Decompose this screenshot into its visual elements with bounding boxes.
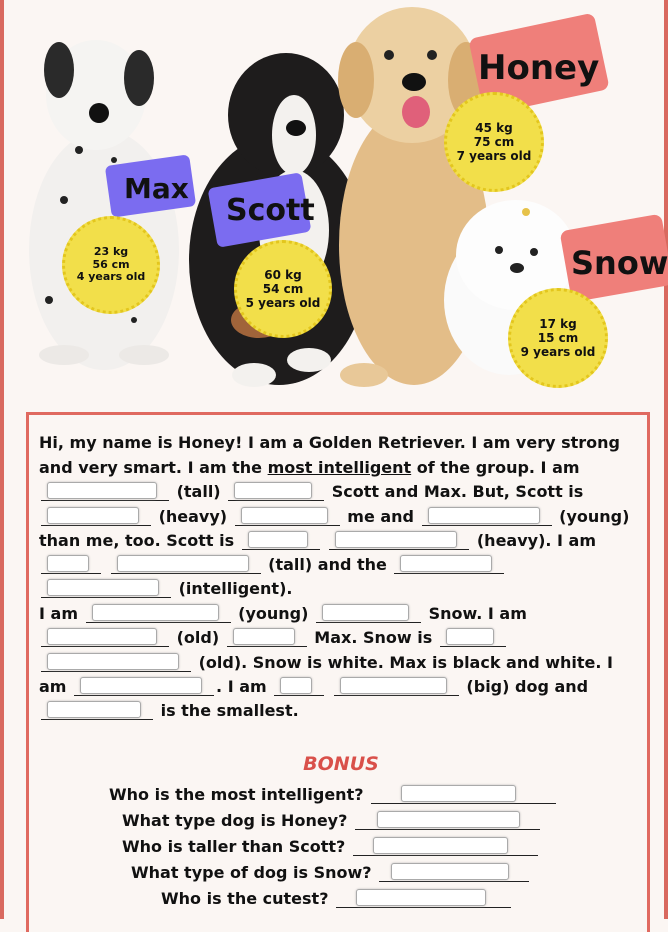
worksheet-card: [26, 412, 650, 932]
text-line-6: (tall) and the: [39, 555, 506, 574]
snow-age: 9 years old: [520, 345, 596, 360]
scott-weight: 60 kg: [264, 267, 302, 282]
text-line-9: (old) Max. Snow is: [39, 628, 508, 647]
answer-blank[interactable]: [74, 677, 214, 696]
answer-blank[interactable]: [41, 482, 169, 501]
text-line-8: I am (young) Snow. I am: [39, 604, 527, 623]
honey-weight: 45 kg: [475, 120, 513, 135]
text-line-3: (tall) Scott and Max. But, Scott is: [39, 482, 583, 501]
bonus-question-4: What type of dog is Snow?: [131, 863, 531, 882]
max-height: 56 cm: [92, 257, 130, 271]
answer-blank[interactable]: [440, 628, 506, 647]
answer-blank[interactable]: [41, 579, 171, 598]
max-age: 4 years old: [76, 270, 146, 284]
honey-age: 7 years old: [456, 149, 532, 164]
scott-name-label: Scott: [226, 193, 315, 228]
scott-age: 5 years old: [245, 296, 321, 311]
max-weight: 23 kg: [93, 244, 129, 258]
answer-blank[interactable]: [111, 555, 261, 574]
bonus-title: BONUS: [303, 753, 379, 775]
honey-stats-seal: [444, 92, 544, 192]
scott-height: 54 cm: [262, 281, 304, 296]
max-stats-seal: [62, 216, 160, 314]
text-line-4: (heavy) me and (young): [39, 507, 629, 526]
answer-blank[interactable]: [353, 837, 538, 856]
answer-blank[interactable]: [228, 482, 324, 501]
answer-blank[interactable]: [235, 507, 340, 526]
snow-name-label: Snow: [571, 244, 668, 282]
text-line-5: than me, too. Scott is (heavy). I am: [39, 531, 597, 550]
bonus-question-3: Who is taller than Scott?: [122, 837, 540, 856]
answer-blank[interactable]: [41, 555, 101, 574]
bonus-question-2: What type dog is Honey?: [122, 811, 542, 830]
answer-blank[interactable]: [274, 677, 324, 696]
answer-blank[interactable]: [422, 507, 552, 526]
answer-blank[interactable]: [242, 531, 320, 550]
honey-height: 75 cm: [473, 134, 515, 149]
answer-blank[interactable]: [329, 531, 469, 550]
scott-stats-seal: [234, 240, 332, 338]
bonus-question-5: Who is the cutest?: [161, 889, 513, 908]
answer-blank[interactable]: [371, 785, 556, 804]
answer-blank[interactable]: [355, 811, 540, 830]
text-line-1: Hi, my name is Honey! I am a Golden Retriever. I am very strong: [39, 433, 620, 452]
snow-height: 15 cm: [537, 330, 579, 345]
answer-blank[interactable]: [227, 628, 307, 647]
answer-blank[interactable]: [41, 701, 153, 720]
answer-blank[interactable]: [41, 628, 169, 647]
snow-weight: 17 kg: [539, 316, 577, 331]
answer-blank[interactable]: [316, 604, 421, 623]
text-line-12: is the smallest.: [39, 701, 299, 720]
text-line-10: (old). Snow is white. Max is black and white. I: [39, 653, 613, 672]
answer-blank[interactable]: [394, 555, 504, 574]
answer-blank[interactable]: [334, 677, 459, 696]
answer-blank[interactable]: [41, 507, 151, 526]
answer-blank[interactable]: [41, 653, 191, 672]
underlined-phrase: most intelligent: [267, 458, 412, 477]
answer-blank[interactable]: [379, 863, 529, 882]
snow-stats-seal: [508, 288, 608, 388]
max-name-label: Max: [124, 172, 189, 205]
text-line-2: and very smart. I am the most intelligent of the group. I am: [39, 458, 580, 477]
honey-name-label: Honey: [478, 48, 600, 88]
text-line-7: (intelligent).: [39, 579, 292, 598]
text-line-11: am . I am (big) dog and: [39, 677, 589, 696]
answer-blank[interactable]: [86, 604, 231, 623]
answer-blank[interactable]: [336, 889, 511, 908]
bonus-question-1: Who is the most intelligent?: [109, 785, 558, 804]
